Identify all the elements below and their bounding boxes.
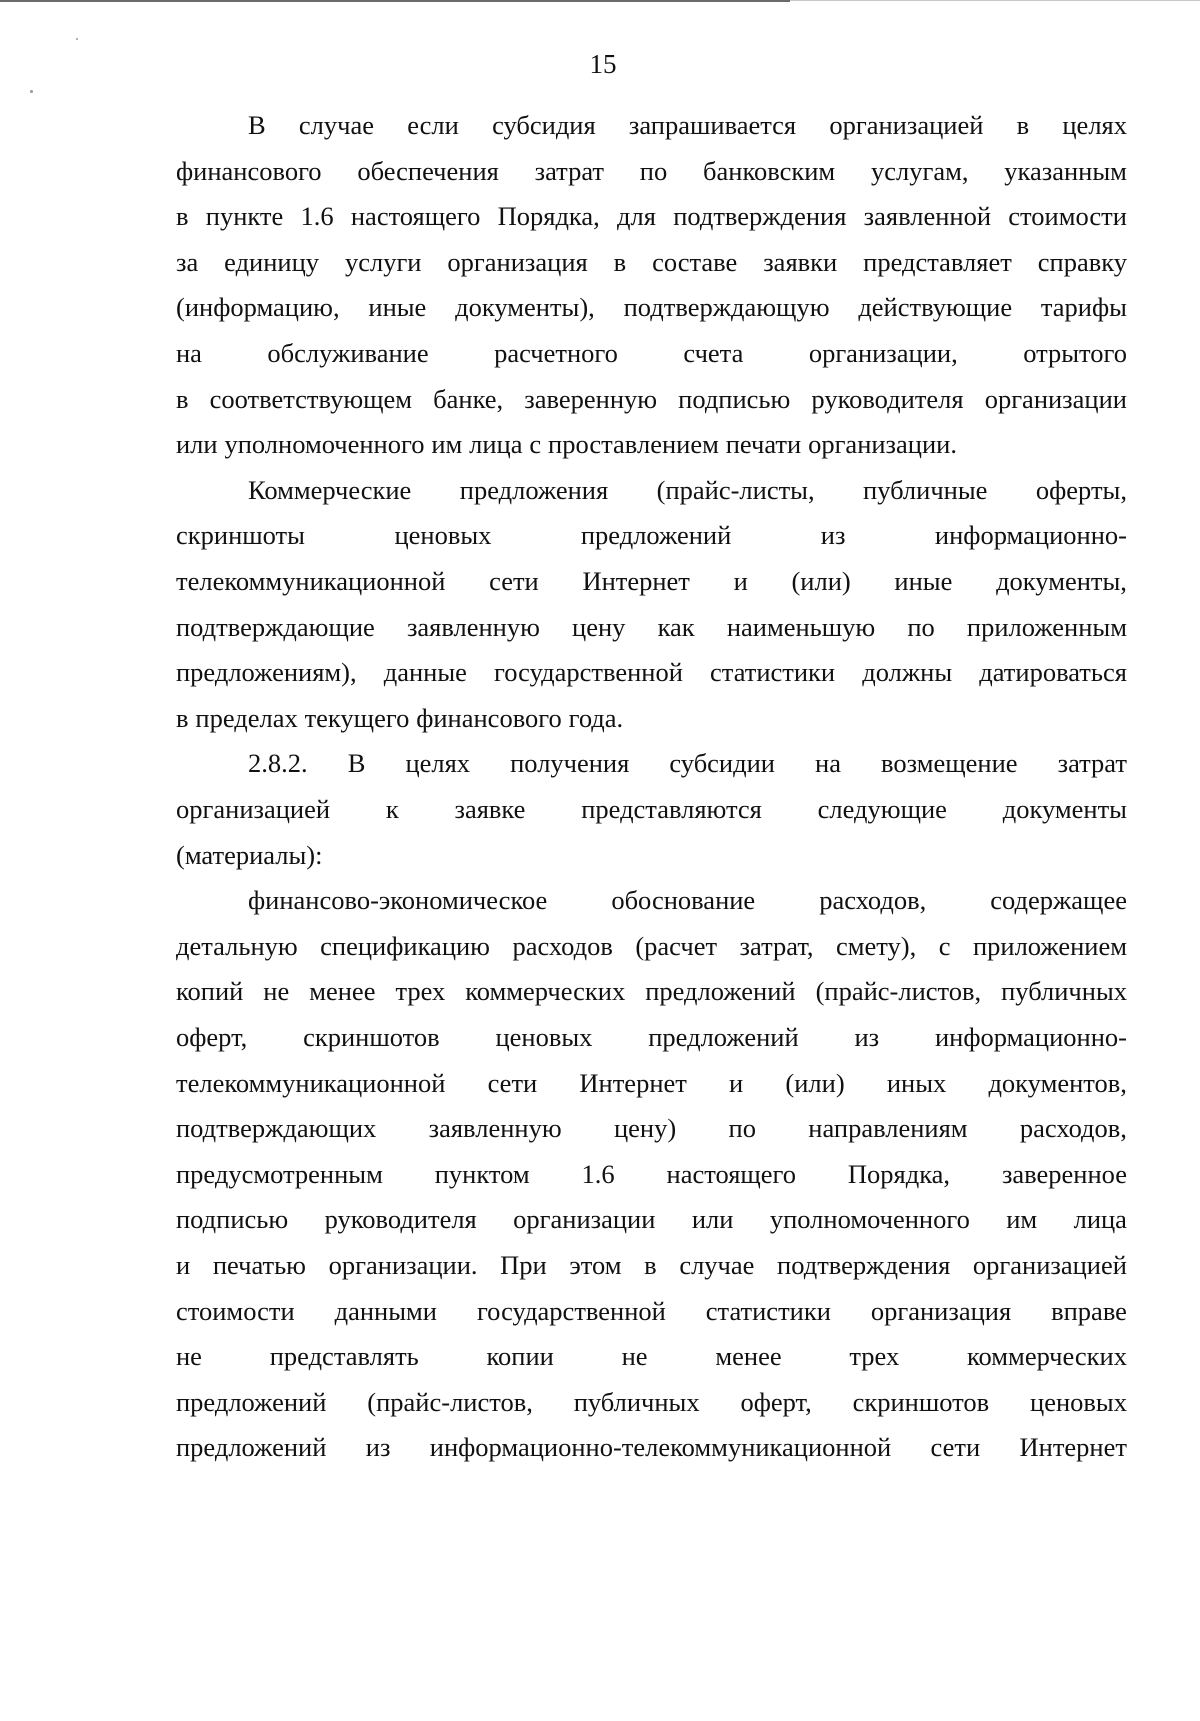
word: настоящего bbox=[666, 1158, 797, 1189]
word: данные bbox=[383, 657, 467, 688]
word: иные bbox=[368, 292, 427, 323]
word: не bbox=[263, 976, 290, 1007]
word: расходов bbox=[512, 930, 613, 961]
word: услуги bbox=[344, 246, 422, 277]
word: 1.6 bbox=[581, 1158, 615, 1189]
text-line bbox=[176, 282, 1127, 332]
word: на bbox=[176, 338, 202, 368]
word: по bbox=[639, 155, 668, 186]
word: цену bbox=[572, 611, 626, 642]
word: приложенным bbox=[966, 611, 1127, 642]
word: (прайс-листов, bbox=[367, 1386, 533, 1417]
word: спецификацию bbox=[320, 930, 490, 961]
word: Интернет bbox=[579, 1067, 687, 1098]
word: обоснование bbox=[611, 885, 756, 916]
word: подтверждающую bbox=[623, 292, 830, 323]
word: телекоммуникационной bbox=[176, 566, 446, 596]
word: При bbox=[500, 1250, 547, 1280]
word: стоимости bbox=[1008, 201, 1127, 232]
word: запрашивается bbox=[628, 110, 797, 140]
word: текущего bbox=[304, 702, 410, 733]
word: проставлением bbox=[548, 429, 719, 460]
word: Порядка, bbox=[847, 1158, 951, 1189]
word: действующие bbox=[858, 292, 1013, 323]
word: в bbox=[176, 201, 189, 232]
word: В bbox=[347, 748, 366, 779]
word: для bbox=[617, 201, 656, 232]
word: заверенное bbox=[1001, 1158, 1127, 1189]
word: менее bbox=[309, 976, 376, 1007]
word: организация bbox=[447, 246, 588, 277]
word: в bbox=[613, 246, 627, 277]
word: скриншотов bbox=[852, 1386, 990, 1417]
word: случае bbox=[679, 1250, 755, 1280]
word: подтверждения bbox=[777, 1250, 951, 1280]
word: В bbox=[248, 110, 266, 140]
word: ценовых bbox=[1030, 1386, 1127, 1417]
word: заявке bbox=[454, 794, 526, 824]
word: иных bbox=[886, 1067, 947, 1098]
word: организацией bbox=[829, 110, 984, 140]
word: расходов, bbox=[819, 885, 927, 916]
text-line bbox=[176, 510, 1127, 560]
word: документы bbox=[1002, 794, 1127, 824]
word: подписью bbox=[678, 383, 791, 414]
word: информационно- bbox=[934, 520, 1127, 551]
word: датироваться bbox=[979, 657, 1127, 688]
word: представлять bbox=[269, 1341, 419, 1372]
word: организации, bbox=[808, 338, 958, 368]
word: должны bbox=[862, 657, 953, 688]
word: финансово-экономическое bbox=[248, 885, 548, 916]
word: финансового bbox=[416, 702, 562, 733]
word: организацией bbox=[176, 794, 331, 824]
word: уполномоченного bbox=[769, 1204, 970, 1235]
word: услугам, bbox=[870, 155, 969, 186]
word: содержащее bbox=[990, 885, 1127, 916]
text-line bbox=[176, 921, 1127, 971]
text-line bbox=[176, 1377, 1127, 1427]
word: приложением bbox=[972, 930, 1127, 961]
word: телекоммуникационной bbox=[176, 1067, 446, 1098]
word: субсидии bbox=[669, 748, 775, 779]
word: организации. bbox=[808, 429, 957, 460]
word: детальную bbox=[176, 930, 298, 961]
word: расходов, bbox=[1019, 1113, 1127, 1144]
word: расчетного bbox=[494, 338, 618, 368]
word: Интернет bbox=[582, 566, 690, 596]
word: года. bbox=[568, 702, 624, 733]
word: из bbox=[854, 1022, 880, 1052]
page-number: 15 bbox=[589, 49, 617, 79]
word: затрат bbox=[1057, 748, 1127, 779]
word: смету), bbox=[836, 930, 917, 961]
word: заявленной bbox=[863, 201, 992, 232]
word: банке, bbox=[433, 383, 504, 414]
word: представляет bbox=[863, 246, 1012, 277]
text-line bbox=[176, 146, 1127, 196]
word: предложений bbox=[580, 520, 732, 551]
word: субсидия bbox=[492, 110, 596, 140]
word: организации. bbox=[328, 1250, 478, 1280]
word: лица bbox=[469, 429, 523, 460]
word: обслуживание bbox=[267, 338, 429, 368]
word: подтверждения bbox=[673, 201, 847, 232]
word: справку bbox=[1037, 246, 1127, 277]
word: данными bbox=[334, 1295, 437, 1326]
word: предложениям), bbox=[176, 657, 357, 688]
word: затрат, bbox=[739, 930, 814, 961]
word: публичные bbox=[863, 474, 988, 505]
word: подписью bbox=[176, 1204, 289, 1235]
word: этом bbox=[569, 1250, 622, 1280]
word: (прайс-листов, bbox=[815, 976, 982, 1007]
scan-speck bbox=[30, 90, 33, 93]
word: в bbox=[644, 1250, 657, 1280]
word: им bbox=[431, 429, 463, 460]
text-line bbox=[176, 1058, 1127, 1108]
word: пунктом bbox=[434, 1158, 530, 1189]
word: уполномоченного bbox=[224, 429, 425, 460]
text-line bbox=[176, 1331, 1127, 1381]
word: государственной bbox=[476, 1295, 666, 1326]
word: Коммерческие bbox=[248, 474, 412, 505]
word: (расчет bbox=[635, 930, 718, 961]
word: получения bbox=[510, 748, 630, 779]
word: или bbox=[691, 1204, 734, 1235]
text-line bbox=[248, 100, 1127, 150]
text-line bbox=[176, 1149, 1127, 1199]
word: целях bbox=[1062, 110, 1127, 140]
word: коммерческих bbox=[465, 976, 626, 1007]
text-line bbox=[176, 374, 1127, 424]
word: составе bbox=[652, 246, 738, 277]
word: если bbox=[407, 110, 459, 140]
word: копий bbox=[176, 976, 244, 1007]
word: в bbox=[176, 702, 189, 733]
word: предложений bbox=[176, 1386, 327, 1417]
word: заверенную bbox=[524, 383, 658, 414]
word: печати bbox=[725, 429, 802, 460]
word: соответствующем bbox=[209, 383, 413, 414]
word: и bbox=[176, 1250, 191, 1280]
word: печатью bbox=[212, 1250, 306, 1280]
word: на bbox=[815, 748, 841, 779]
word: пункте bbox=[205, 201, 284, 232]
word: трех bbox=[849, 1341, 900, 1372]
word: единицу bbox=[224, 246, 320, 277]
word: целях bbox=[405, 748, 471, 779]
word: счета bbox=[683, 338, 744, 368]
word: сети bbox=[489, 566, 539, 596]
word: банковским bbox=[703, 155, 836, 186]
word: из bbox=[820, 520, 846, 551]
text-line bbox=[176, 556, 1127, 606]
word: документов, bbox=[988, 1067, 1127, 1098]
word: возмещение bbox=[881, 748, 1018, 779]
text-line bbox=[176, 1103, 1127, 1153]
word: предложений bbox=[645, 976, 796, 1007]
word: не bbox=[621, 1341, 648, 1372]
word: представляются bbox=[581, 794, 762, 824]
word: организации bbox=[984, 383, 1127, 414]
word: по bbox=[728, 1113, 756, 1144]
word: и bbox=[729, 1067, 744, 1098]
word: документы, bbox=[996, 566, 1127, 596]
text-line bbox=[176, 602, 1127, 652]
word: ценовых bbox=[394, 520, 492, 551]
word: предложений bbox=[176, 1432, 327, 1463]
word: лица bbox=[1073, 1204, 1127, 1235]
word: заявки bbox=[763, 246, 838, 277]
text-line bbox=[176, 1286, 1127, 1336]
word: информационно- bbox=[934, 1022, 1127, 1052]
word: руководителя bbox=[811, 383, 964, 414]
word: организации bbox=[513, 1204, 656, 1235]
text-line bbox=[176, 1422, 1127, 1472]
word: Порядка, bbox=[497, 201, 600, 232]
word: или bbox=[176, 429, 218, 460]
text-line bbox=[176, 784, 1127, 834]
text-line bbox=[176, 328, 1127, 378]
text-line bbox=[176, 1240, 1127, 1290]
word: Интернет bbox=[1019, 1432, 1127, 1463]
word: 2.8.2. bbox=[248, 748, 308, 779]
word: направлениям bbox=[808, 1113, 968, 1144]
word: сети bbox=[487, 1067, 538, 1098]
text-line bbox=[176, 966, 1127, 1016]
word: стоимости bbox=[176, 1295, 295, 1326]
word: 1.6 bbox=[300, 201, 334, 232]
word: цену) bbox=[613, 1113, 677, 1144]
word: и bbox=[733, 566, 748, 596]
word: статистики bbox=[705, 1295, 831, 1326]
word: государственной bbox=[494, 657, 683, 688]
word: обеспечения bbox=[357, 155, 499, 186]
word: в bbox=[1016, 110, 1030, 140]
word: наименьшую bbox=[726, 611, 876, 642]
text-line bbox=[176, 693, 1127, 743]
word: с bbox=[529, 429, 542, 460]
word: организация bbox=[870, 1295, 1012, 1326]
word: из bbox=[365, 1432, 391, 1463]
word: иные bbox=[894, 566, 953, 596]
word: (или) bbox=[785, 1067, 845, 1098]
word: пределах bbox=[195, 702, 298, 733]
text-line bbox=[248, 875, 1127, 925]
word: скриншоты bbox=[176, 520, 305, 551]
word: публичных bbox=[573, 1386, 700, 1417]
word: по bbox=[907, 611, 935, 642]
word: менее bbox=[715, 1341, 782, 1372]
word: подтверждающих bbox=[176, 1113, 377, 1144]
text-line bbox=[176, 830, 1127, 880]
word: предложения bbox=[459, 474, 609, 505]
word: следующие bbox=[817, 794, 947, 824]
word: (материалы): bbox=[176, 839, 323, 870]
word: указанным bbox=[1004, 155, 1127, 186]
word: оферт, bbox=[740, 1386, 812, 1417]
word: публичных bbox=[1001, 976, 1127, 1007]
word: настоящего bbox=[350, 201, 481, 232]
word: ценовых bbox=[495, 1022, 593, 1052]
word: заявленную bbox=[406, 611, 540, 642]
word: финансового bbox=[176, 155, 322, 186]
text-line bbox=[176, 191, 1127, 241]
word: оферты, bbox=[1035, 474, 1127, 505]
word: затрат bbox=[534, 155, 604, 186]
word: (информацию, bbox=[176, 292, 340, 323]
word: случае bbox=[298, 110, 375, 140]
word: копии bbox=[486, 1341, 554, 1372]
text-line bbox=[176, 419, 1127, 469]
word: с bbox=[938, 930, 951, 961]
text-line bbox=[248, 465, 1127, 515]
word: коммерческих bbox=[967, 1341, 1127, 1372]
word: подтверждающие bbox=[176, 611, 375, 642]
word: информационно-телекоммуникационной bbox=[429, 1432, 892, 1463]
text-line bbox=[176, 237, 1127, 287]
word: в bbox=[176, 383, 189, 414]
scan-top-edge bbox=[0, 0, 790, 2]
word: оферт, bbox=[176, 1022, 248, 1052]
word: вправе bbox=[1051, 1295, 1127, 1326]
text-line bbox=[176, 1012, 1127, 1062]
word: трех bbox=[395, 976, 446, 1007]
word: сети bbox=[930, 1432, 981, 1463]
word: не bbox=[176, 1341, 202, 1372]
word: к bbox=[385, 794, 399, 824]
word: тарифы bbox=[1040, 292, 1127, 323]
word: предусмотренным bbox=[176, 1158, 383, 1189]
word: организацией bbox=[972, 1250, 1127, 1280]
word: им bbox=[1006, 1204, 1038, 1235]
text-line bbox=[248, 738, 1127, 788]
scan-top-edge-faint bbox=[790, 0, 1200, 1]
word: как bbox=[657, 611, 695, 642]
word: предложений bbox=[648, 1022, 799, 1052]
word: документы), bbox=[455, 292, 595, 323]
text-line bbox=[176, 1194, 1127, 1244]
word: заявленную bbox=[428, 1113, 562, 1144]
word: статистики bbox=[710, 657, 836, 688]
word: скриншотов bbox=[303, 1022, 440, 1052]
text-line bbox=[176, 647, 1127, 697]
word: (или) bbox=[791, 566, 851, 596]
word: руководителя bbox=[324, 1204, 477, 1235]
word: за bbox=[176, 246, 199, 277]
word: (прайс-листы, bbox=[656, 474, 815, 505]
word: отрытого bbox=[1023, 338, 1127, 368]
scan-speck bbox=[76, 38, 78, 40]
